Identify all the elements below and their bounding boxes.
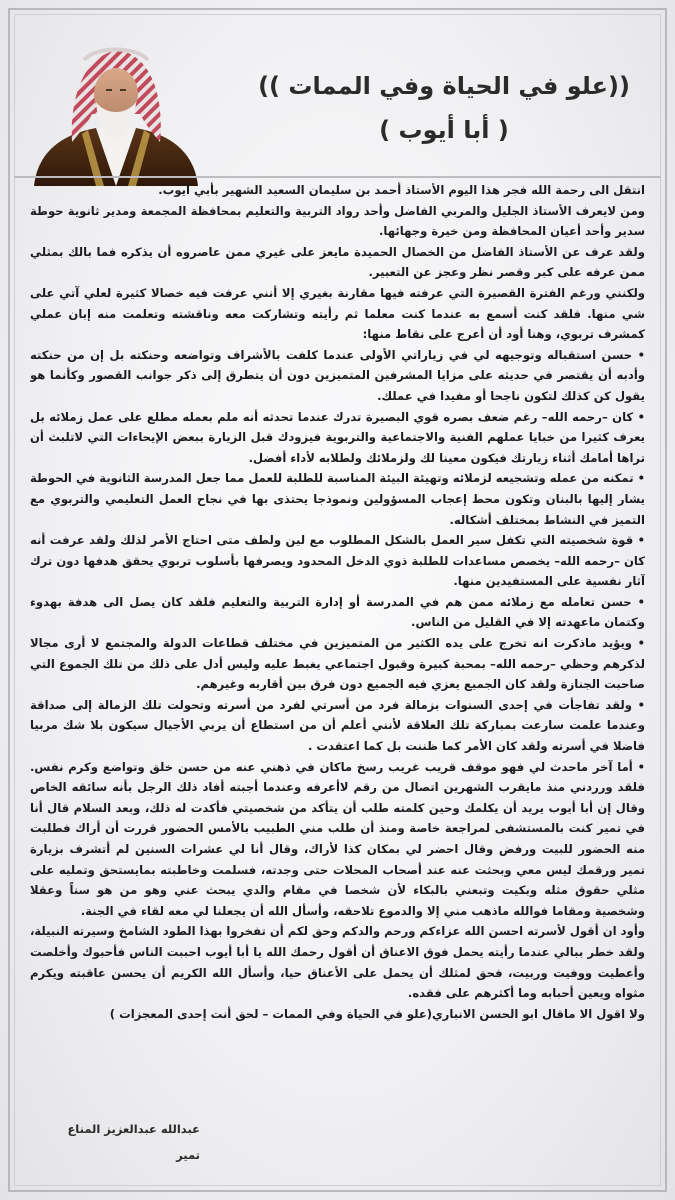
signature: [40, 1116, 200, 1168]
header-divider: [14, 176, 661, 178]
bullet-point: • حسن استقباله وتوجيهه لي في زياراتي الأولى عندما كلفت بالأشراف وتواضعه وحنكته بل إن من حنكته وأدبه أن يقتصر في حديثه على مزايا المشرفين المتميزين دون أن يتطرق إلى ذكر جوانب القصور وكأنما هو يقول كن كذلك لتكون ناجحا أو مفيدا في عملك.: [30, 347, 645, 403]
bullet-point: • كان –رحمه الله– رغم ضعف بصره قوي البصيرة تدرك عندما تحدثه أنه ملم بعمله مطلع على عمل زملائه بل يعرف كثيرا من خبايا عملهم الفنية والاجتماعية والتربوية فيزودك قبل الزيارة ببعض الإيحاءات التي لاتلبث أن تراها أمامك أثناء زيارتك فيكون معينا لك ولزملائك ولطلابه لأداء أفضل.: [30, 409, 645, 465]
article-body: [30, 180, 645, 1118]
bullet-point: • أما آخر ماحدث لي فهو موقف قريب غريب رسخ ماكان في ذهني عنه من حسن خلق وتواضع وكرم نفس. فلقد ورردني منذ مايقرب الشهرين اتصال من رقم لاأعرفه وعندما أجبته أفاد ذلك الرجل بأنه سائقه الخاص وقال إن أبا أيوب يريد أن يكلمك وحين كلمته طلب أن يتأكد من شخصيتي فأكدت له ذلك، وبعد السلام قال أنا في تمير كنت بالمستشفى لمراجعة خاصة ومنذ أن طلب مني الطبيب بالأمس الحضور قررت أن أراك فطلبت منه الحضور للبيت ورفض وقال احضر لي بمكان كذا لأراك، وقال أنا لي عشرات السنين لم أتشرف بزيارة تمير ورقمك ليس معي وبحثت عنه عند أصحاب المحلات حتى وجدته، فسلمت وخاطبته بمايستحق وتمليه على مثلي حقوق مثله وبكيت وتبعني بالبكاء لأن شخصا في مقام والدي يبحث عني وهو من هو سناً وعقلا وشخصية ومقاما فوالله ماذهب مني إلا والدموع تلاحقه، وأسأل الله أن يجعلنا لي معه لقاء في الجنة.: [30, 759, 645, 918]
paragraph: ولقد عرف عن الأستاذ الفاضل من الخصال الحميدة مايعز على غيري ممن عاصروه أن يذكره فما بالك بمثلي ممن عرفه على كبر وقصر نظر وعجز عن التعبير.: [30, 244, 645, 280]
closing-quote: ولا اقول الا ماقال ابو الحسن الانباري(علو في الحياة وفي الممات – لحق أنت إحدى المعجزات ): [109, 1006, 645, 1021]
bullet-point: • ولقد تفاجأت في إحدى السنوات بزمالة فرد من أسرتي لفرد من أسرته وتحولت تلك الزمالة إلى صداقة وعندما علمت سارعت بمباركة تلك العلاقة لأنني أعلم أن من استطاع أن يربي الأجيال سيكون بلا شك مربيا فاضلا في أسرته ولقد كان الأمر كما ظننت بل كما اعتقدت .: [30, 697, 645, 754]
bullet-point: • حسن تعامله مع زملائه ممن هم في المدرسة أو إدارة التربية والتعليم فلقد كان يصل الى هدفة بهدوء وكتمان ماعهدته إلا في القليل من الناس.: [30, 594, 645, 630]
paragraph: ولكنني ورغم الفترة القصيرة التي عرفته فيها مقارنة بغيري إلا أنني عرفت فيه خصالا كثيرة لعلي آتي على شي منها. فلقد كنت أسمع به عندما كنت معلما ثم رأيته وتشاركت معه وناقشته وتعلمت منه إبان عملي كمشرف تربوي، وهنا أود أن أعرج على نقاط منها:: [30, 285, 645, 342]
paragraph: ومن لايعرف الأستاذ الجليل والمربي الفاضل وأحد رواد التربية والتعليم بمحافظة المجمعة ومدير ثانوية حوطة سدير وأحد أعيان المحافظة ومن خيرة وجهائها.: [30, 203, 645, 239]
author-location: تمير: [176, 1148, 200, 1162]
bullet-point: • قوة شخصيته التي تكفل سير العمل بالشكل المطلوب مع لين ولطف متى احتاج الأمر لذلك ولقد عرفت أنه كان –رحمه الله– يخصص مساعدات للطلبة ذوي الدخل المحدود ويصرفها بأسلوب تربوي يحقق هدفها دون ترك آثار نفسية على المستفيدين منها.: [30, 533, 645, 589]
title-main: ((علو في الحياة وفي الممات )): [258, 72, 630, 100]
header: [14, 14, 661, 176]
paragraph: وأود ان أقول لأسرته احسن الله عزاءكم ورحم والدكم وحق لكم أن تفخروا بهذا الطود الشامخ وسيرته النبيلة، ولقد خطر ببالي عندما رأيته يحمل فوق الاعناق أن أقول رحمك الله يا أبا أيوب احببت الناس فأحبوك وأخلصت وأعطيت ووفيت وربيت، فحق لمثلك أن يحمل على الأعناق حيا، وأسأل الله الكريم أن يحسن عاقبته ويكرم مثواه ويعين أحبابه وما أكثرهم على فقده.: [30, 924, 645, 1001]
bullet-point: • ويؤيد ماذكرت انه تخرج على يده الكثير من المتميزين في مختلف قطاعات الدولة والمجتمع لا أرى مجالا لذكرهم وحظي –رحمه الله– بمحبة كبيرة وقبول اجتماعي يغبط عليه وليس أدل على ذلك من تلك الجموع التي صاحبت الجنازة ولقد كان الجميع يعزي فيه الجميع دون فرق بين أقاربه وغيرهم.: [30, 636, 645, 692]
title-subtitle: ( أبا أيوب ): [379, 116, 509, 144]
paragraph: انتقل الى رحمة الله فجر هذا اليوم الأستاذ أحمد بن سليمان السعيد الشهير بأبي أيوب.: [158, 183, 645, 197]
title-block: [234, 64, 654, 152]
bullet-point: • تمكنه من عمله وتشجيعه لزملائه وتهيئة البيئة المناسبة للطلبة للعمل مما جعل المدرسة الثانوية في الحوطة يشار إليها بالبنان وتكون محط إعجاب المسؤولين ونموذجا يحتذى بها في نجاح العمل التعليمي والتربوي مع التميز في النشاط بمختلف أشكاله.: [30, 471, 645, 527]
portrait-photo: [26, 30, 206, 186]
author-name: عبدالله عبدالعزيز المناع: [67, 1122, 200, 1136]
